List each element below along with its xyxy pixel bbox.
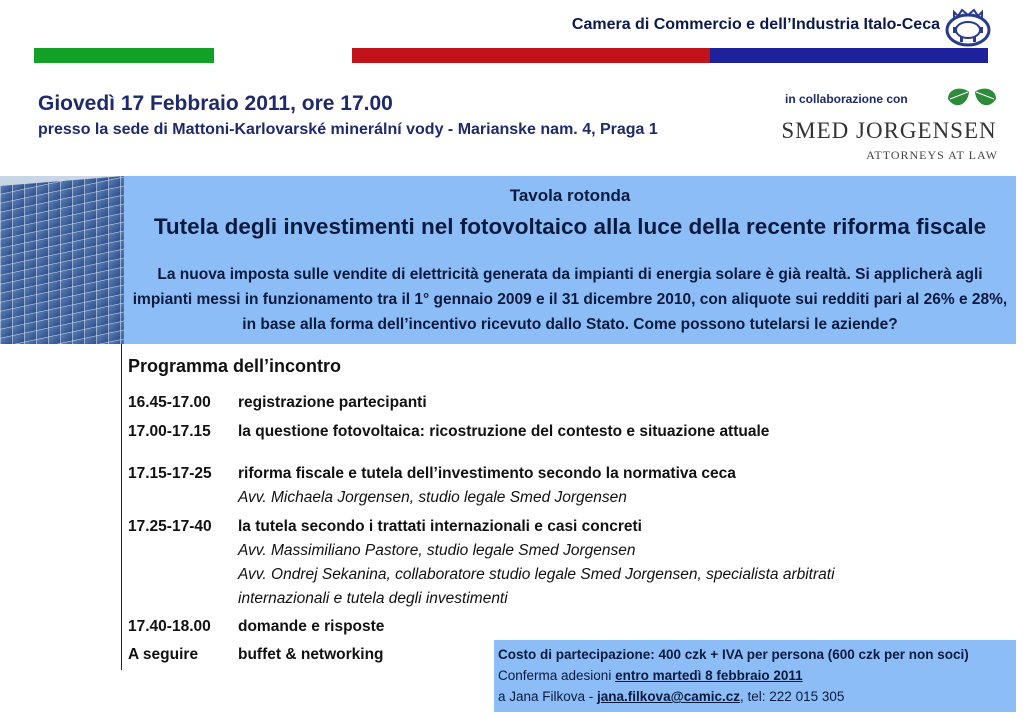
- contact-line: [498, 689, 844, 704]
- program-description: la questione fotovoltaica: ricostruzione del contesto e situazione attuale: [238, 423, 770, 440]
- program-description: registrazione partecipanti: [238, 394, 427, 411]
- program-speaker: Avv. Massimiliano Pastore, studio legale Smed Jorgensen: [238, 542, 636, 559]
- program-time: 17.25-17-40: [128, 518, 212, 535]
- contact-prefix: a Jana Filkova -: [498, 689, 598, 704]
- confirmation-deadline: entro martedì 8 febbraio 2011: [615, 668, 803, 683]
- roundtable-title: Tutela degli investimenti nel fotovoltaico alla luce della recente riforma fiscale: [153, 214, 987, 239]
- program-title: Programma dell’incontro: [128, 356, 342, 376]
- program-time: 17.15-17-25: [128, 465, 212, 482]
- program-divider: [121, 344, 122, 670]
- program-speaker: internazionali e tutela degli investimenti: [238, 590, 508, 607]
- event-date: Giovedì 17 Febbraio 2011, ore 17.00: [38, 92, 393, 115]
- program-time: 17.00-17.15: [128, 423, 211, 440]
- roundtable-box: [124, 176, 1016, 344]
- registration-info-box: [494, 640, 1016, 712]
- program-speaker: Avv. Michaela Jorgensen, studio legale Smed Jorgensen: [238, 489, 627, 506]
- chamber-logo-icon: [944, 6, 992, 48]
- partner-subtitle: ATTORNEYS AT LAW: [866, 148, 998, 162]
- roundtable-label: Tavola rotonda: [509, 186, 631, 205]
- program-time: 17.40-18.00: [128, 618, 211, 635]
- program-description: la tutela secondo i trattati internazionali e casi concreti: [238, 518, 642, 535]
- program-description: buffet & networking: [238, 646, 384, 663]
- partner-name: SMED JORGENSEN: [781, 118, 997, 143]
- organization-title: Camera di Commercio e dell’Industria Italo-Ceca: [571, 16, 940, 33]
- blue-stripe: [710, 48, 988, 63]
- green-stripe: [34, 48, 214, 63]
- contact-email-link[interactable]: jana.filkova@camic.cz: [597, 689, 741, 704]
- event-venue: presso la sede di Mattoni-Karlovarské minerální vody - Marianske nam. 4, Praga 1: [38, 121, 658, 138]
- collaboration-label: in collaborazione con: [785, 92, 908, 106]
- program-speaker: Avv. Ondrej Sekanina, collaboratore studio legale Smed Jorgensen, specialista arbitrati: [238, 566, 835, 583]
- roundtable-description: La nuova imposta sulle vendite di elettricità generata da impianti di energia solare è già realtà. Si applicherà agli impianti messi in funzionamento tra il 1° gennaio 2009 e il 31 dicembre 2010, con aliquote sui redditi pari al 26% e 28%, in base alla forma dell’incentivo ricevuto dallo Stato. Come possono tutelarsi le aziende?: [132, 266, 1008, 333]
- confirmation-line: [498, 668, 803, 683]
- contact-phone: , tel: 222 015 305: [740, 689, 845, 704]
- leaves-logo-icon: [944, 84, 1000, 114]
- red-stripe: [352, 48, 710, 63]
- program-description: domande e risposte: [238, 618, 385, 635]
- confirmation-prefix: Conferma adesioni: [498, 668, 616, 683]
- participation-cost: Costo di partecipazione: 400 czk + IVA per persona (600 czk per non soci): [498, 647, 969, 662]
- program-description: riforma fiscale e tutela dell’investimento secondo la normativa ceca: [238, 465, 736, 482]
- program-time: 16.45-17.00: [128, 394, 211, 411]
- program-time: A seguire: [128, 646, 199, 663]
- solar-panel-image: [0, 176, 124, 344]
